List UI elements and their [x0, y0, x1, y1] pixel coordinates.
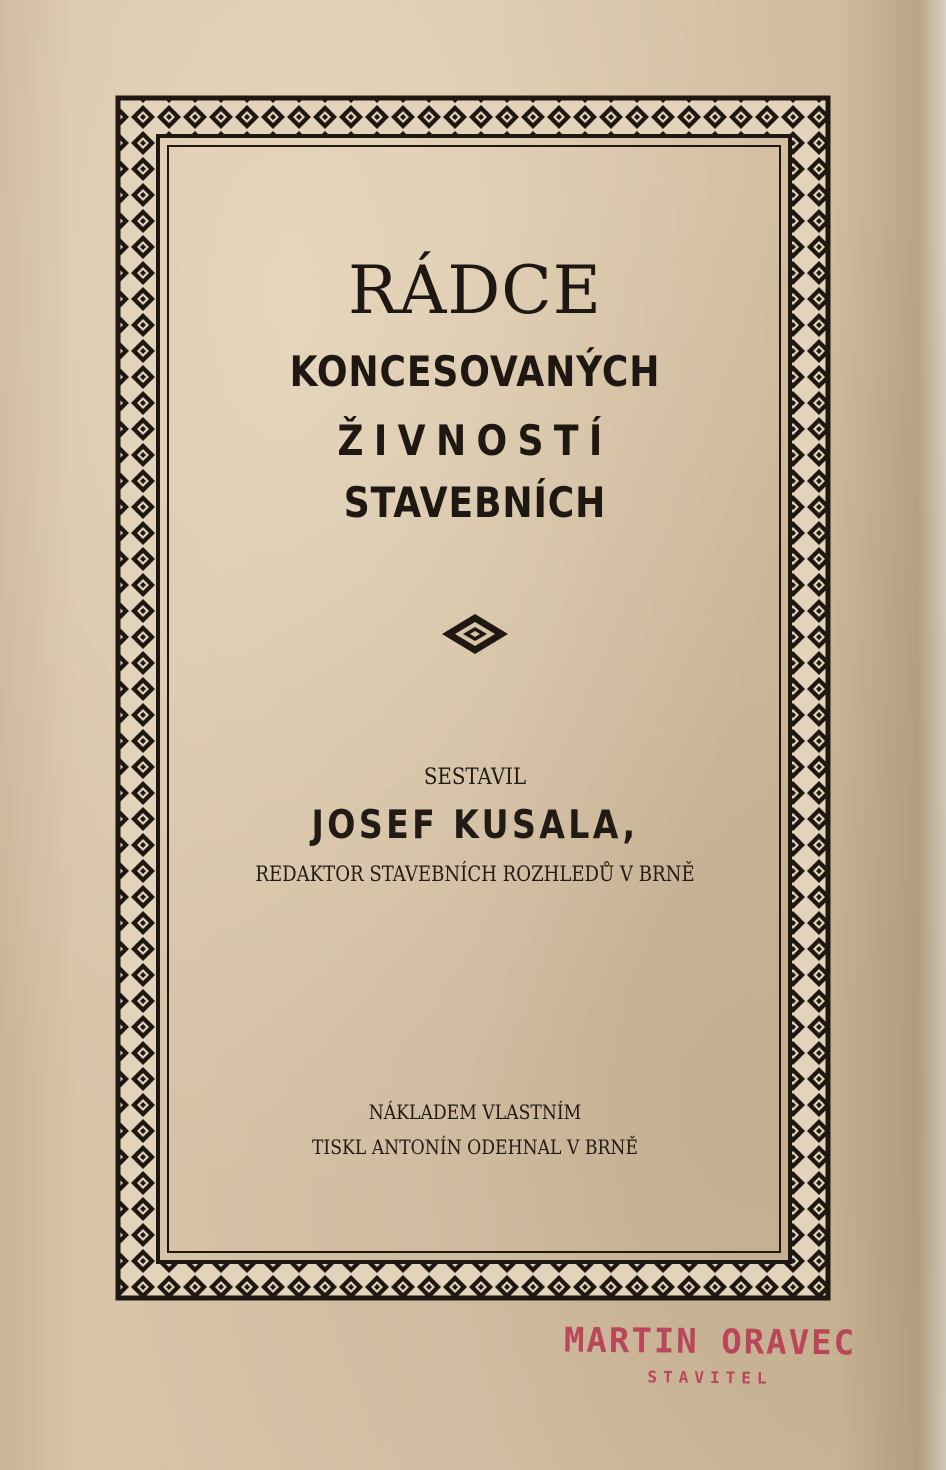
printer-line: TISKL ANTONÍN ODEHNAL V BRNĚ [311, 1135, 639, 1159]
diamond-ornament-icon [440, 612, 510, 656]
compiler-label: SESTAVIL [423, 765, 527, 790]
owner-stamp-name: MARTIN ORAVEC [563, 1320, 857, 1364]
author-name: JOSEF KUSALA, [311, 803, 639, 848]
book-title: RÁDCE [348, 252, 602, 329]
owner-stamp-title: STAVITEL [647, 1367, 773, 1388]
publisher-line: NÁKLADEM VLASTNÍM [368, 1100, 582, 1124]
subtitle-line-2: ŽIVNOSTÍ [337, 416, 613, 465]
author-role: REDAKTOR STAVEBNÍCH ROZHLEDŮ V BRNĚ [255, 862, 695, 886]
subtitle-line-1: KONCESOVANÝCH [289, 347, 661, 396]
subtitle-line-3: STAVEBNÍCH [343, 478, 607, 527]
